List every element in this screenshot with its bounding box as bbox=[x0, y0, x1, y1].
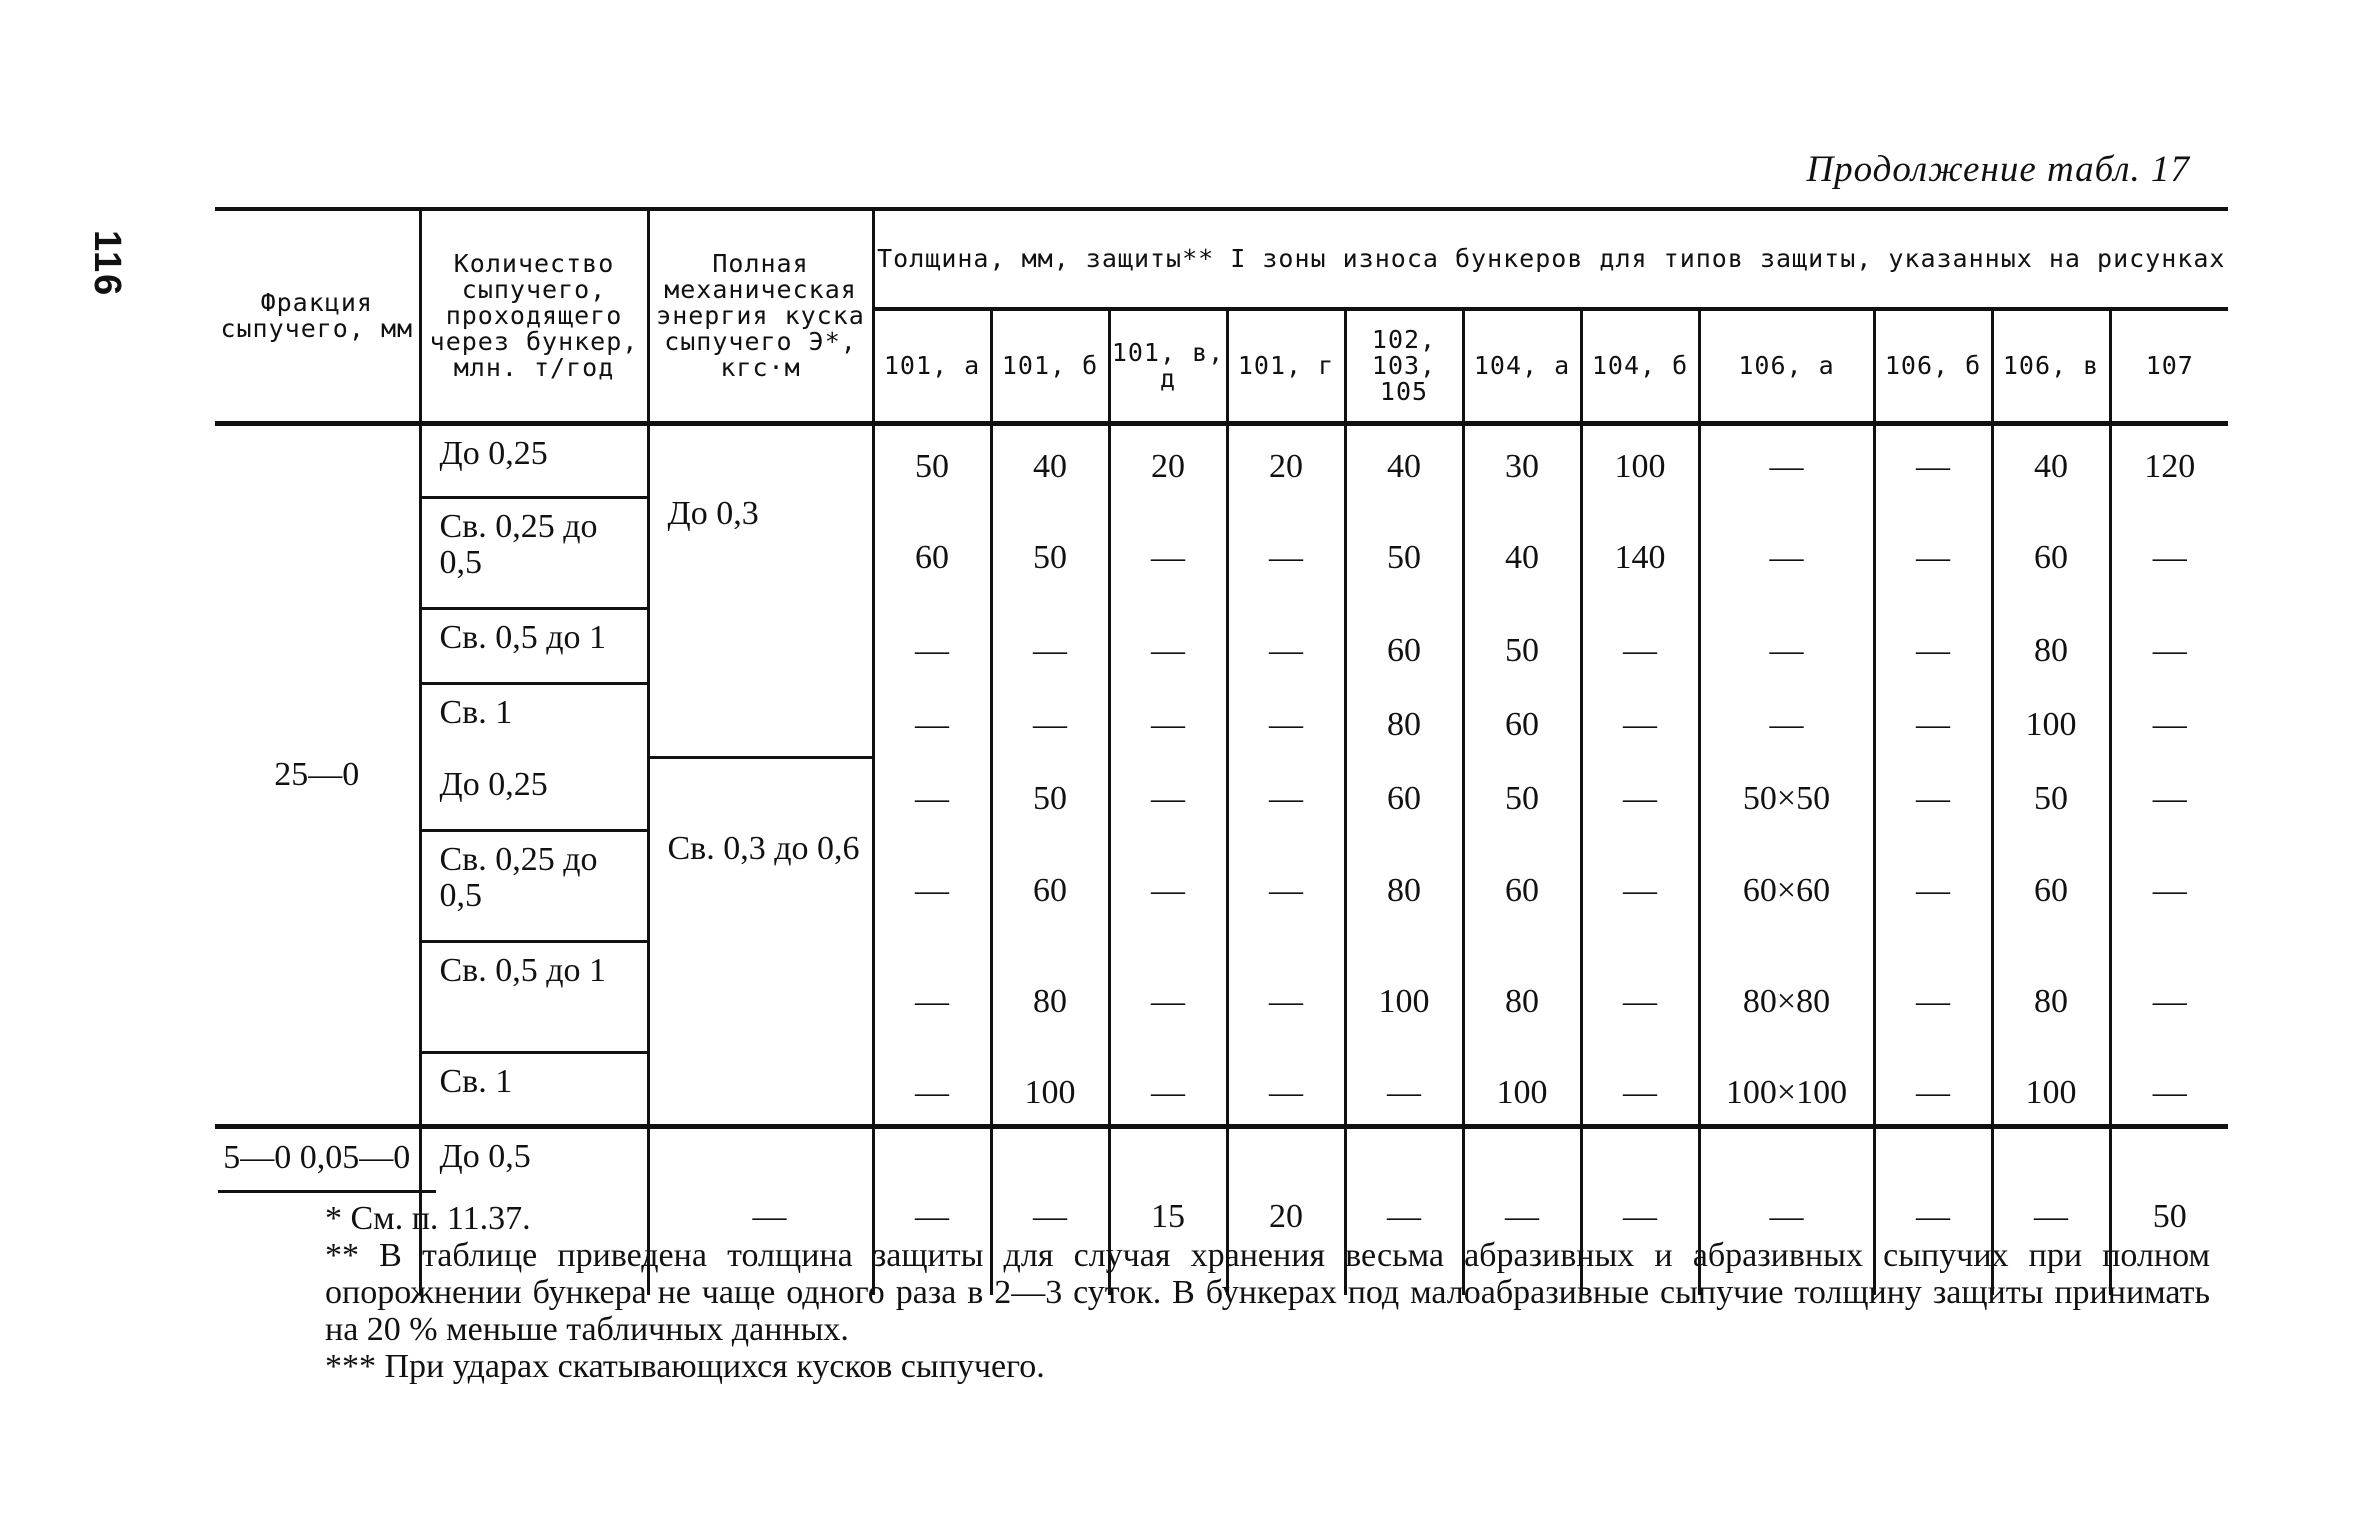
thickness-value: — bbox=[2110, 942, 2228, 1053]
quantity-cell: Св. 1 bbox=[420, 684, 648, 758]
thickness-value: 100 bbox=[1992, 1053, 2110, 1127]
table-row bbox=[215, 609, 2228, 684]
thickness-value: 50 bbox=[1345, 498, 1463, 609]
table-row bbox=[215, 1053, 2228, 1127]
thickness-value: 100×100 bbox=[1699, 1053, 1874, 1127]
thickness-value: 80×80 bbox=[1699, 942, 1874, 1053]
header-type: 106, б bbox=[1874, 309, 1992, 424]
thickness-value: — bbox=[1227, 684, 1345, 758]
thickness-value: 60 bbox=[1992, 498, 2110, 609]
table-row bbox=[215, 684, 2228, 758]
thickness-value: — bbox=[1581, 609, 1699, 684]
thickness-value: — bbox=[873, 609, 991, 684]
thickness-value: 50 bbox=[991, 498, 1109, 609]
thickness-value: — bbox=[2110, 684, 2228, 758]
energy-cell: Св. 0,3 до 0,6 bbox=[648, 757, 873, 1127]
thickness-value: — bbox=[1227, 942, 1345, 1053]
table-row bbox=[215, 498, 2228, 609]
quantity-cell: Св. 0,5 до 1 bbox=[420, 942, 648, 1053]
thickness-value: — bbox=[1109, 757, 1227, 831]
thickness-value: — bbox=[1109, 942, 1227, 1053]
thickness-value: 50 bbox=[1463, 757, 1581, 831]
thickness-value: — bbox=[1874, 757, 1992, 831]
thickness-value: 60 bbox=[1345, 757, 1463, 831]
thickness-value: — bbox=[2110, 831, 2228, 942]
thickness-value: — bbox=[1581, 757, 1699, 831]
thickness-value: 20 bbox=[1227, 1127, 1345, 1296]
thickness-value: — bbox=[1109, 1053, 1227, 1127]
table-row bbox=[215, 424, 2228, 498]
header-type: 104, б bbox=[1581, 309, 1699, 424]
thickness-value: — bbox=[873, 1127, 991, 1296]
thickness-value: 100 bbox=[1345, 942, 1463, 1053]
thickness-value: — bbox=[1699, 498, 1874, 609]
thickness-value: 50 bbox=[2110, 1127, 2228, 1296]
thickness-value: 50 bbox=[1463, 609, 1581, 684]
thickness-value: — bbox=[1109, 609, 1227, 684]
thickness-value: — bbox=[1227, 498, 1345, 609]
thickness-value: 20 bbox=[1109, 424, 1227, 498]
header-type: 107 bbox=[2110, 309, 2228, 424]
thickness-value: 30 bbox=[1463, 424, 1581, 498]
header-type: 101, а bbox=[873, 309, 991, 424]
thickness-value: — bbox=[1227, 609, 1345, 684]
thickness-value: 40 bbox=[1992, 424, 2110, 498]
thickness-value: — bbox=[991, 1127, 1109, 1296]
thickness-value: — bbox=[1874, 684, 1992, 758]
thickness-value: — bbox=[1874, 609, 1992, 684]
page-number: 116 bbox=[86, 230, 128, 298]
thickness-value: 40 bbox=[1345, 424, 1463, 498]
thickness-value: 140 bbox=[1581, 498, 1699, 609]
header-type: 104, а bbox=[1463, 309, 1581, 424]
header-type: 102, 103, 105 bbox=[1345, 309, 1463, 424]
thickness-value: — bbox=[873, 831, 991, 942]
thickness-value: 80 bbox=[991, 942, 1109, 1053]
header-type: 106, в bbox=[1992, 309, 2110, 424]
quantity-cell: До 0,25 bbox=[420, 424, 648, 498]
thickness-value: 100 bbox=[1463, 1053, 1581, 1127]
thickness-value: — bbox=[1463, 1127, 1581, 1296]
thickness-value: 60 bbox=[873, 498, 991, 609]
header-type: 101, б bbox=[991, 309, 1109, 424]
table-row bbox=[215, 757, 2228, 831]
thickness-value: — bbox=[1874, 1053, 1992, 1127]
thickness-value: 100 bbox=[991, 1053, 1109, 1127]
quantity-cell: До 0,25 bbox=[420, 757, 648, 831]
thickness-value: — bbox=[1699, 684, 1874, 758]
thickness-value: — bbox=[1227, 1053, 1345, 1127]
thickness-value: — bbox=[1581, 684, 1699, 758]
thickness-value: 40 bbox=[991, 424, 1109, 498]
thickness-value: 50 bbox=[991, 757, 1109, 831]
thickness-value: 50×50 bbox=[1699, 757, 1874, 831]
thickness-value: 80 bbox=[1345, 684, 1463, 758]
thickness-value: — bbox=[1581, 942, 1699, 1053]
thickness-value: — bbox=[2110, 1053, 2228, 1127]
quantity-cell: Св. 0,5 до 1 bbox=[420, 609, 648, 684]
thickness-value: — bbox=[1345, 1127, 1463, 1296]
quantity-cell: Св. 1 bbox=[420, 1053, 648, 1127]
thickness-value: — bbox=[873, 1053, 991, 1127]
energy-cell: До 0,3 bbox=[648, 424, 873, 758]
fraction-cell: 5—0 0,05—0 bbox=[215, 1127, 420, 1296]
thickness-value: — bbox=[873, 684, 991, 758]
thickness-value: 50 bbox=[1992, 757, 2110, 831]
header-energy: Полная механическая энергия куска сыпучего Э*, кгс·м bbox=[648, 209, 873, 424]
thickness-value: — bbox=[2110, 498, 2228, 609]
thickness-value: 100 bbox=[1992, 684, 2110, 758]
fraction-cell: 25—0 bbox=[215, 424, 420, 1127]
quantity-cell: До 0,5 bbox=[420, 1127, 648, 1296]
thickness-value: — bbox=[1874, 424, 1992, 498]
thickness-value: — bbox=[2110, 757, 2228, 831]
thickness-value: 20 bbox=[1227, 424, 1345, 498]
footnote-2: ** В таблице приведена толщина защиты для случая хранения весьма абразивных и абразивных сыпучих при полном опорожнении бункера не чаще одного раза в 2—3 суток. В бункерах под малоабразивные сыпучие толщину защиты принимать на 20 % меньше табличных данных. bbox=[325, 1237, 2210, 1348]
thickness-value: — bbox=[1699, 609, 1874, 684]
thickness-value: — bbox=[1874, 942, 1992, 1053]
thickness-value: — bbox=[1874, 831, 1992, 942]
table-row bbox=[215, 831, 2228, 942]
thickness-value: — bbox=[2110, 609, 2228, 684]
thickness-value: 80 bbox=[1345, 831, 1463, 942]
header-quantity: Количество сыпучего, проходящего через бункер, млн. т/год bbox=[420, 209, 648, 424]
thickness-value: 15 bbox=[1109, 1127, 1227, 1296]
thickness-value: — bbox=[1699, 1127, 1874, 1296]
protection-thickness-table bbox=[215, 207, 2228, 1295]
thickness-value: — bbox=[1581, 831, 1699, 942]
thickness-value: — bbox=[1874, 1127, 1992, 1296]
thickness-value: 60 bbox=[1463, 831, 1581, 942]
thickness-value: — bbox=[1581, 1053, 1699, 1127]
thickness-value: 80 bbox=[1992, 942, 2110, 1053]
footnote-separator bbox=[218, 1190, 436, 1193]
thickness-value: — bbox=[873, 942, 991, 1053]
thickness-value: — bbox=[1109, 831, 1227, 942]
thickness-value: — bbox=[1227, 757, 1345, 831]
thickness-value: 120 bbox=[2110, 424, 2228, 498]
header-type: 101, в, д bbox=[1109, 309, 1227, 424]
thickness-value: 60 bbox=[1463, 684, 1581, 758]
thickness-value: 80 bbox=[1463, 942, 1581, 1053]
thickness-value: — bbox=[1581, 1127, 1699, 1296]
thickness-value: 60 bbox=[1345, 609, 1463, 684]
thickness-value: 50 bbox=[873, 424, 991, 498]
header-fraction: Фракция сыпучего, мм bbox=[215, 209, 420, 424]
thickness-value: 80 bbox=[1992, 609, 2110, 684]
header-type: 101, г bbox=[1227, 309, 1345, 424]
thickness-value: — bbox=[873, 757, 991, 831]
thickness-value: 60 bbox=[991, 831, 1109, 942]
thickness-value: 60×60 bbox=[1699, 831, 1874, 942]
thickness-value: — bbox=[991, 684, 1109, 758]
thickness-value: 60 bbox=[1992, 831, 2110, 942]
thickness-value: — bbox=[1345, 1053, 1463, 1127]
header-thickness: Толщина, мм, защиты** I зоны износа бункеров для типов защиты, указанных на рисунках bbox=[873, 209, 2228, 309]
thickness-value: — bbox=[1109, 498, 1227, 609]
thickness-value: — bbox=[1227, 831, 1345, 942]
footnotes bbox=[215, 1200, 2210, 1385]
thickness-value: — bbox=[1874, 498, 1992, 609]
thickness-value: — bbox=[1699, 424, 1874, 498]
table-continuation-caption: Продолжение табл. 17 bbox=[1806, 149, 2190, 190]
thickness-value: — bbox=[1992, 1127, 2110, 1296]
table-row bbox=[215, 942, 2228, 1053]
thickness-value: — bbox=[1109, 684, 1227, 758]
thickness-value: 40 bbox=[1463, 498, 1581, 609]
header-type: 106, а bbox=[1699, 309, 1874, 424]
thickness-value: 100 bbox=[1581, 424, 1699, 498]
thickness-value: — bbox=[991, 609, 1109, 684]
footnote-1: * См. п. 11.37. bbox=[325, 1200, 531, 1237]
quantity-cell: Св. 0,25 до 0,5 bbox=[420, 498, 648, 609]
footnote-3: *** При ударах скатывающихся кусков сыпучего. bbox=[325, 1348, 1045, 1385]
energy-cell: — bbox=[648, 1127, 873, 1296]
quantity-cell: Св. 0,25 до 0,5 bbox=[420, 831, 648, 942]
